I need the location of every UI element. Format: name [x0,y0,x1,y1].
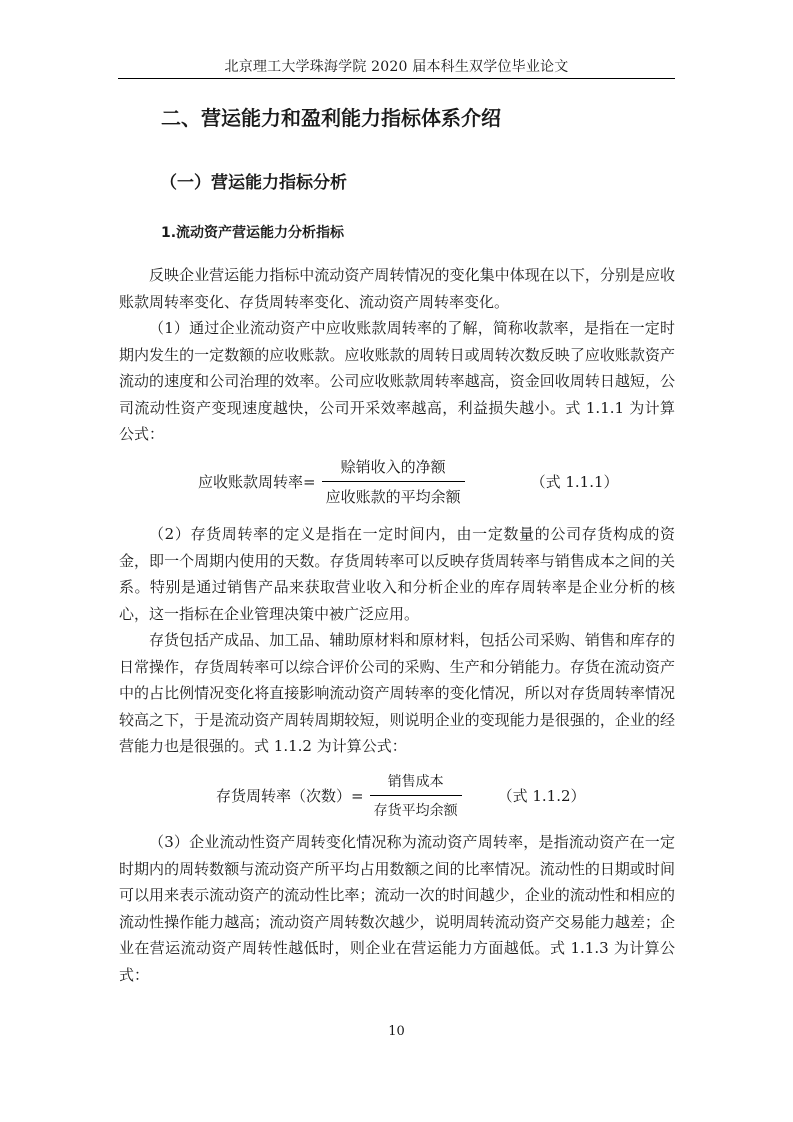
formula-2-label: （式 1.1.2） [497,787,586,805]
formula-2 [216,771,586,820]
paragraph-2: （1）通过企业流动资产中应收账款周转率的了解，简称收款率，是指在一定时期内发生的一定数额的应收账款。应收账款的周转日或周转次数反映了应收账款资产流动的速度和公司治理的效率。公司应收账款周转率越高，资金回收周转日越短，公司流动性资产变现速度越快，公司开采效率越高，利益损失越小。式 1.1.1 为计算公式： [119,319,675,443]
formula-1 [198,456,619,507]
section-title: 二、营运能力和盈利能力指标体系介绍 [161,106,501,130]
formula-2-numerator: 销售成本 [387,774,444,790]
formula-2-fraction [370,771,462,820]
subsubsection-title: 1.流动资产营运能力分析指标 [161,225,345,241]
formula-1-fraction [322,456,465,507]
subsection-title: （一）营运能力指标分析 [160,173,347,193]
paragraph-1: 反映企业营运能力指标中流动资产周转情况的变化集中体现在以下，分别是应收账款周转率变化、存货周转率变化、流动资产周转率变化。 [119,266,675,311]
formula-1-numerator: 赊销收入的净额 [340,458,446,476]
paragraph-4: 存货包括产成品、加工品、辅助原材料和原材料，包括公司采购、销售和库存的日常操作，存货周转率可以综合评价公司的采购、生产和分销能力。存货在流动资产中的占比例情况变化将直接影响流动资产周转率的变化情况，所以对存货周转率情况较高之下，于是流动资产周转周期较短，则说明企业的变现能力是很强的，企业的经营能力也是很强的。式 1.1.2 为计算公式： [119,631,675,755]
formula-1-denominator: 应收账款的平均余额 [325,488,461,506]
formula-1-label: （式 1.1.1） [530,473,619,491]
formula-2-lhs: 存货周转率（次数）= [216,787,364,805]
formula-2-denominator: 存货平均余额 [373,803,458,819]
paragraph-5: （3）企业流动性资产周转变化情况称为流动资产周转率，是指流动资产在一定时期内的周转数额与流动资产所平均占用数额之间的比率情况。流动性的日期或时间可以用来表示流动资产的流动性比率；流动一次的时间越少，企业的流动性和相应的流动性操作能力越高；流动资产周转数次越少，说明周转流动资产交易能力越差；企业在营运流动资产周转性越低时，则企业在营运能力方面越低。式 1.1.3 为计算公式： [119,833,675,984]
page-number: 10 [388,1024,405,1039]
paragraph-3: （2）存货周转率的定义是指在一定时间内，由一定数量的公司存货构成的资金，即一个周期内使用的天数。存货周转率可以反映存货周转率与销售成本之间的关系。特别是通过销售产品来获取营业收入和分析企业的库存周转率是企业分析的核心，这一指标在企业管理决策中被广泛应用。 [119,525,675,623]
running-header: 北京理工大学珠海学院 2020 届本科生双学位毕业论文 [224,59,569,75]
header-rule [118,78,675,79]
formula-1-lhs: 应收账款周转率= [198,473,316,491]
